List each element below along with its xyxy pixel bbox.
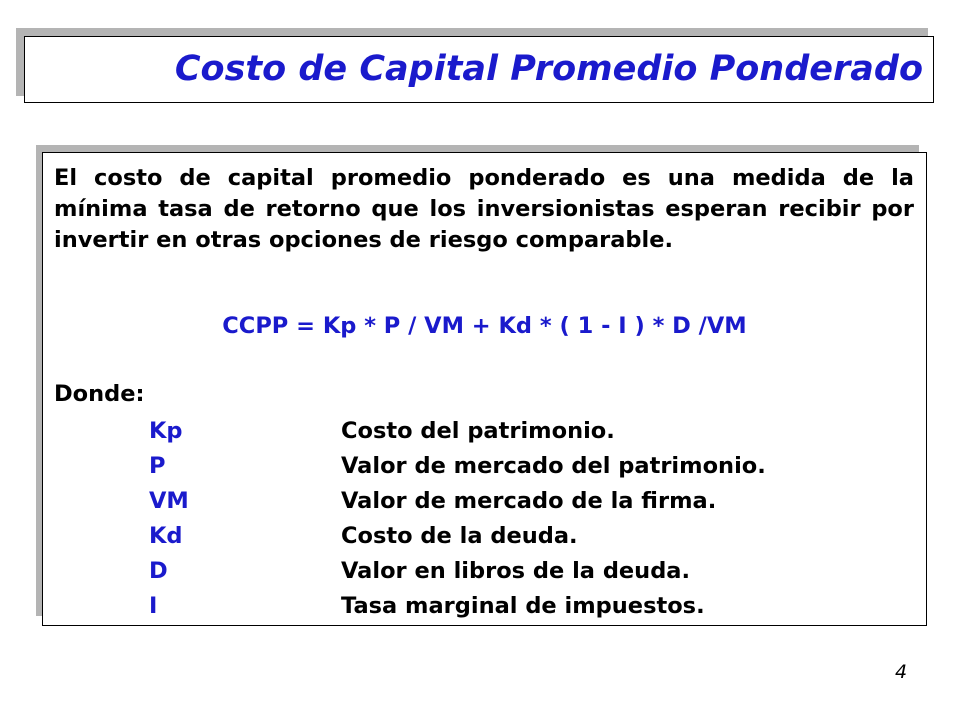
- content-box: [42, 152, 927, 626]
- definition-description: Costo de la deuda.: [341, 523, 578, 549]
- definition-description: Valor en libros de la deuda.: [341, 558, 691, 584]
- formula-ccpp: CCPP = Kp * P / VM + Kd * ( 1 - I ) * D /VM: [222, 313, 747, 339]
- definition-description: Tasa marginal de impuestos.: [341, 593, 705, 619]
- donde-label: Donde:: [54, 381, 145, 407]
- title-box: [24, 36, 934, 103]
- definition-symbol: P: [149, 453, 166, 479]
- definition-row-kp: [43, 416, 926, 451]
- definition-row-p: [43, 451, 926, 486]
- definition-symbol: Kp: [149, 418, 183, 444]
- definition-symbol: D: [149, 558, 168, 584]
- definitions-list: [43, 416, 926, 626]
- definition-row-d: [43, 556, 926, 591]
- intro-paragraph: El costo de capital promedio ponderado es una medida de la mínima tasa de retorno que los inversionistas esperan recibir por invertir en otras opciones de riesgo comparable.: [54, 165, 914, 253]
- definition-symbol: I: [149, 593, 158, 619]
- definition-description: Valor de mercado de la firma.: [341, 488, 717, 514]
- definition-description: Valor de mercado del patrimonio.: [341, 453, 766, 479]
- definition-symbol: Kd: [149, 523, 183, 549]
- definition-symbol: VM: [149, 488, 189, 514]
- slide-title: Costo de Capital Promedio Ponderado: [174, 49, 923, 89]
- definition-row-kd: [43, 521, 926, 556]
- definition-description: Costo del patrimonio.: [341, 418, 615, 444]
- definition-row-i: [43, 591, 926, 626]
- page-number: 4: [895, 661, 908, 683]
- definition-row-vm: [43, 486, 926, 521]
